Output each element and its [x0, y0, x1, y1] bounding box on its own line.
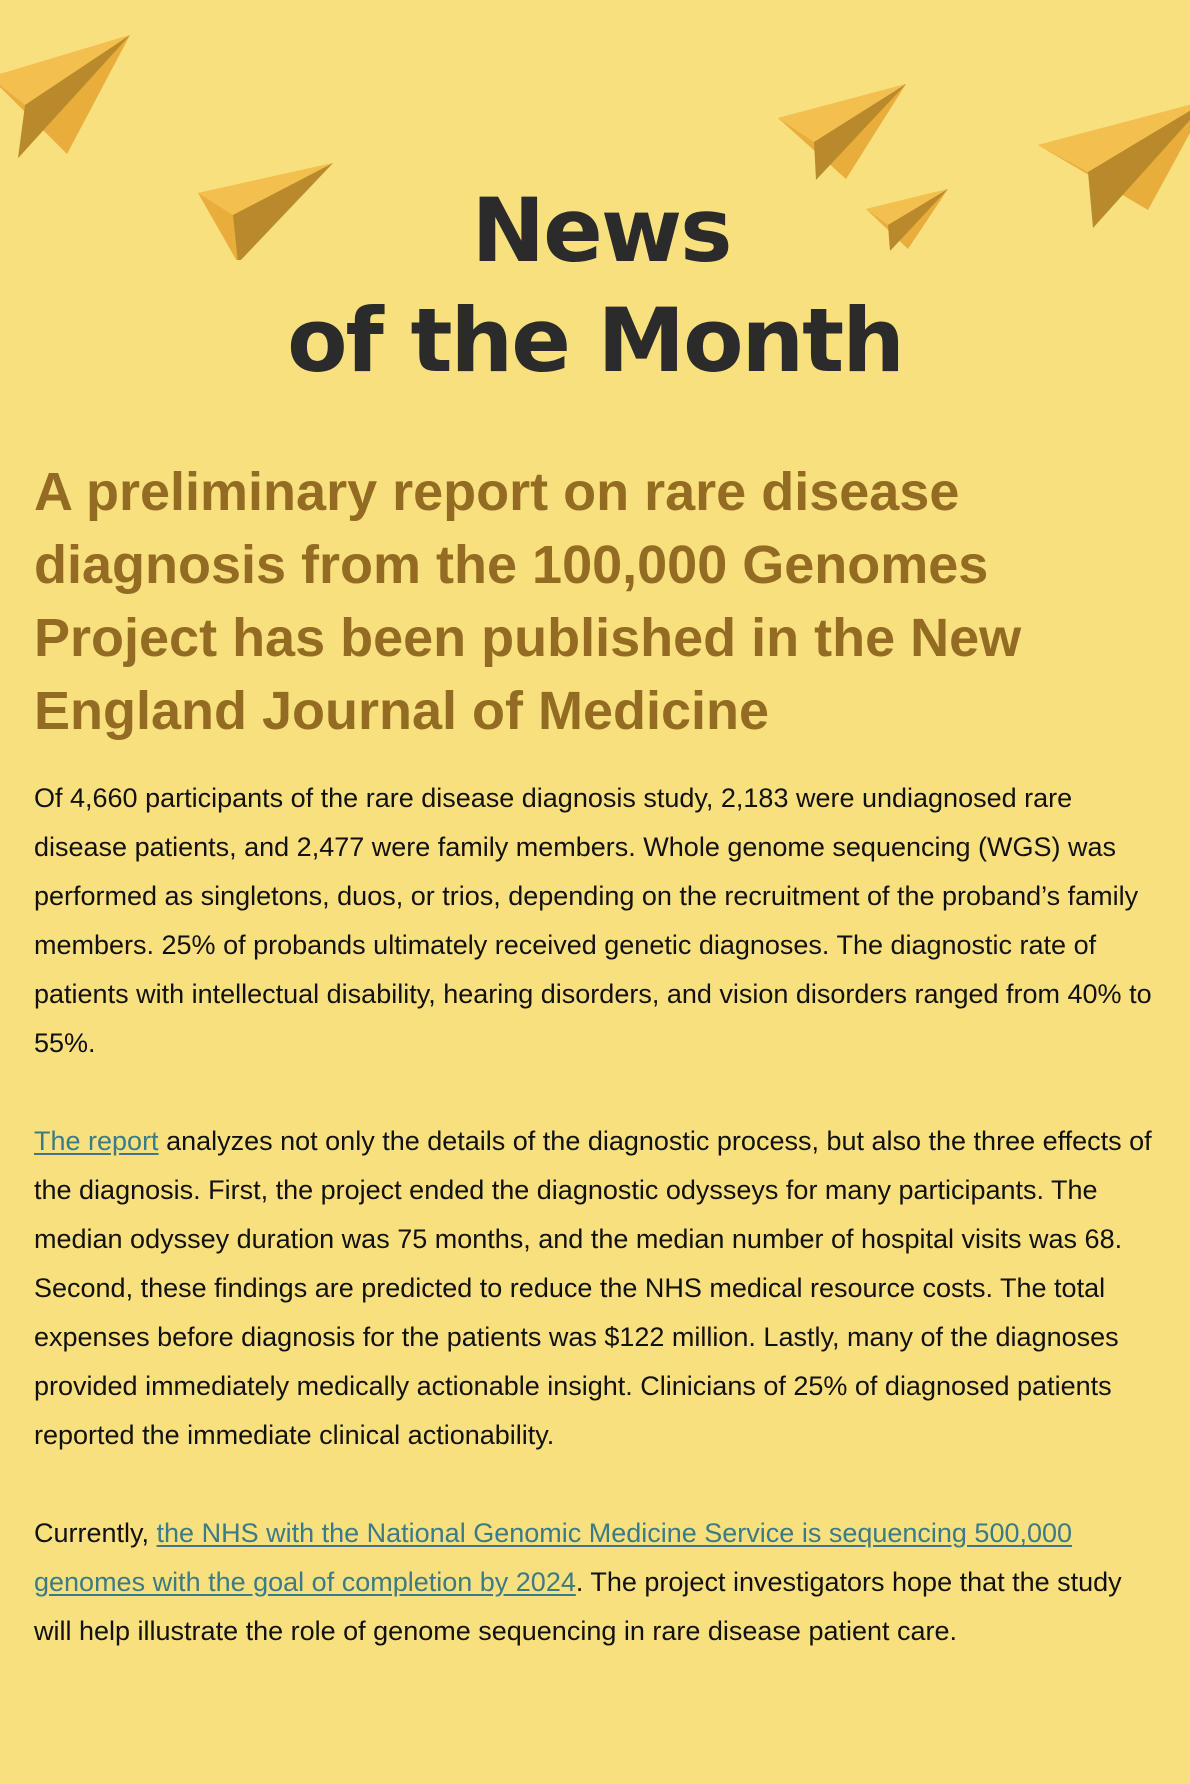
paper-plane-icon: [778, 84, 906, 180]
article-paragraph-1: Of 4,660 participants of the rare disease diagnosis study, 2,183 were undiagnosed rare disease patients, and 2,477 were family members. Whole genome sequencing (WGS) was performed as singletons, duos, or trios, depending on the recruitment of the proband’s family members. 25% of probands ultimately received genetic diagnoses. The diagnostic rate of patients with intellectual disability, hearing disorders, and vision disorders ranged from 40% to 55%.: [34, 783, 1152, 1058]
nhs-genomic-medicine-link[interactable]: the NHS with the National Genomic Medicine Service is sequencing 500,000 genomes with the goal of completion by 2024: [34, 1518, 1073, 1597]
article-paragraph-2: [34, 1117, 1164, 1460]
paper-plane-icon: [0, 35, 130, 158]
page-title: [0, 176, 1190, 396]
report-link[interactable]: The report: [34, 1126, 159, 1156]
article: [34, 456, 1164, 1705]
article-paragraph-3: [34, 1509, 1164, 1656]
paragraph-3-text-before: Currently,: [34, 1518, 157, 1548]
page-title-line-1: News: [471, 179, 731, 282]
page-title-line-2: of the Month: [287, 289, 903, 392]
paragraph-2-text: analyzes not only the details of the diagnostic process, but also the three effects of the diagnosis. First, the project ended the diagnostic odysseys for many participants. The median odyssey duration was 75 months, and the median number of hospital visits was 68. Second, these findings are predicted to reduce the NHS medical resource costs. The total expenses before diagnosis for the patients was $122 million. Lastly, many of the diagnoses provided immediately medically actionable insight. Clinicians of 25% of diagnosed patients reported the immediate clinical actionability.: [34, 1126, 1152, 1450]
paragraph-3-text-after: . The project investigators hope that the study will help illustrate the role of genome sequencing in rare disease patient care.: [34, 1567, 1122, 1646]
article-headline: A preliminary report on rare disease diagnosis from the 100,000 Genomes Project has been published in the New England Journal of Medicine: [34, 462, 1022, 741]
